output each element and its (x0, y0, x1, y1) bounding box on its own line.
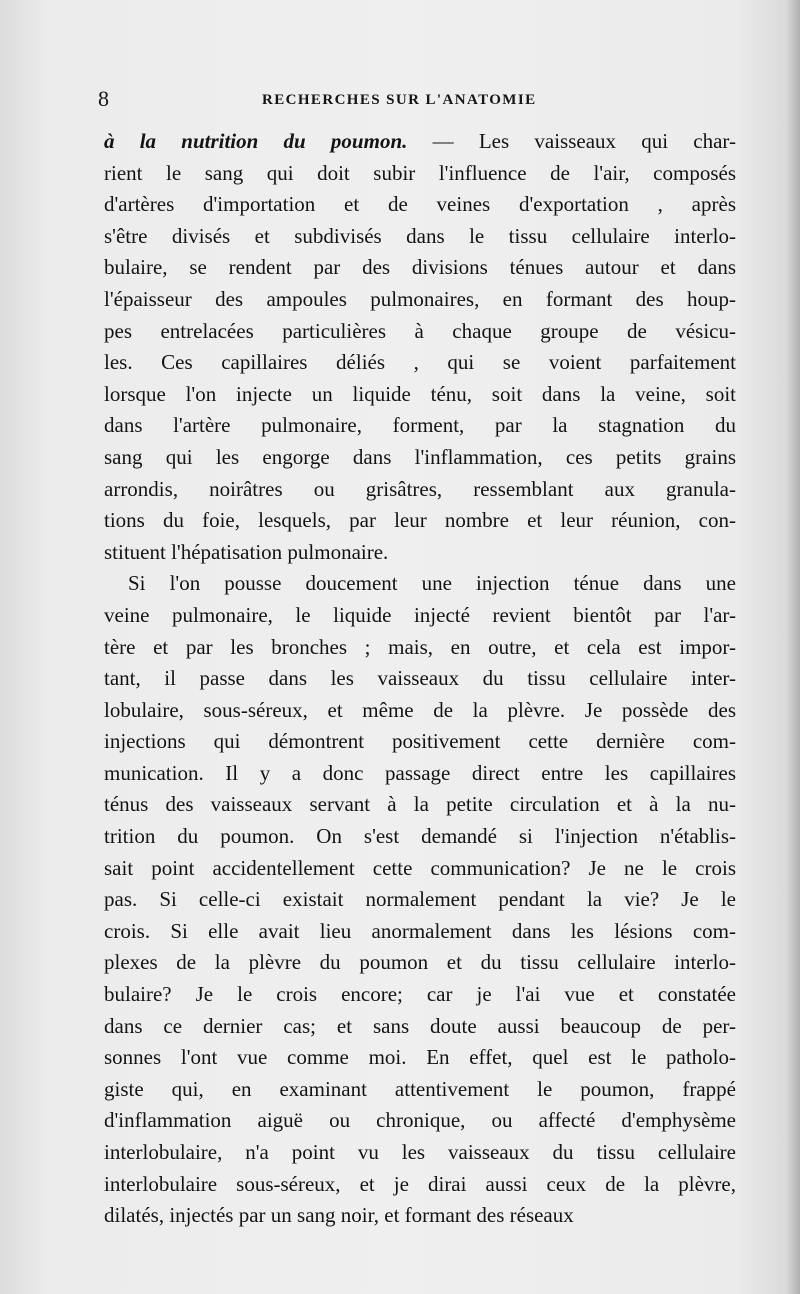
line-text: munication. Il y a donc passage direct entre les capillaires (104, 760, 736, 785)
line-text: s'être divisés et subdivisés dans le tissu cellulaire interlo- (104, 223, 736, 248)
italic-heading: à la nutrition du poumon. (104, 129, 408, 153)
line-text: crois. Si elle avait lieu anormalement dans les lésions com- (104, 918, 736, 943)
line-text: les. Ces capillaires déliés , qui se voient parfaitement (104, 350, 736, 375)
line-text: lobulaire, sous-séreux, et même de la plèvre. Je possède des (104, 697, 736, 722)
text-line (104, 537, 736, 569)
line-text: sang qui les engorge dans l'inflammation, ces petits grains (104, 444, 736, 469)
text-line (104, 252, 736, 284)
text-line (104, 695, 736, 727)
text-line (104, 726, 736, 758)
line-text: ténus des vaisseaux servant à la petite circulation et à la nu- (104, 792, 736, 817)
line-text: bulaire? Je le crois encore; car je l'ai vue et constatée (104, 982, 736, 1007)
text-line (104, 1169, 736, 1201)
line-text: interlobulaire sous-séreux, et je dirai aussi ceux de la plèvre, (104, 1171, 736, 1196)
line-text: sait point accidentellement cette communication? Je ne le crois (104, 855, 736, 880)
text-line (104, 916, 736, 948)
page-edge-shadow (786, 0, 800, 1294)
line-text: dans l'artère pulmonaire, forment, par la stagnation du (104, 413, 736, 438)
text-line (104, 568, 736, 600)
text-line (104, 505, 736, 537)
text-line (104, 758, 736, 790)
line-text: tant, il passe dans les vaisseaux du tissu cellulaire inter- (104, 666, 736, 691)
text-line (104, 126, 736, 158)
text-line (104, 316, 736, 348)
line-text: arrondis, noirâtres ou grisâtres, ressemblant aux granula- (104, 476, 736, 501)
text-line (104, 663, 736, 695)
text-line (104, 158, 736, 190)
text-line (104, 947, 736, 979)
line-text: Si l'on pousse doucement une injection ténue dans une (128, 571, 736, 596)
body-text (104, 126, 736, 1232)
line-text: rient le sang qui doit subir l'influence de l'air, composés (104, 160, 736, 185)
text-line (104, 632, 736, 664)
line-text: dilatés, injectés par un sang noir, et formant des réseaux (104, 1203, 574, 1228)
text-line (104, 821, 736, 853)
line-text: injections qui démontrent positivement cette dernière com- (104, 729, 736, 754)
line-text: interlobulaire, n'a point vu les vaisseaux du tissu cellulaire (104, 1140, 736, 1164)
line-text: d'artères d'importation et de veines d'exportation , après (104, 192, 736, 217)
running-title: RECHERCHES SUR L'ANATOMIE (262, 92, 537, 108)
text-line (104, 189, 736, 221)
line-text: plexes de la plèvre du poumon et du tissu cellulaire interlo- (104, 950, 736, 975)
text-line (104, 1042, 736, 1074)
text-line (104, 1105, 736, 1137)
text-line (104, 442, 736, 474)
text-line (104, 853, 736, 885)
text-line (104, 284, 736, 316)
line-text: pas. Si celle-ci existait normalement pendant la vie? Je le (104, 887, 736, 912)
line-text: giste qui, en examinant attentivement le poumon, frappé (104, 1076, 736, 1101)
text-line (104, 789, 736, 821)
text-line (104, 1200, 736, 1232)
line-text: pes entrelacées particulières à chaque groupe de vésicu- (104, 318, 736, 343)
text-line (104, 1074, 736, 1106)
line-text: d'inflammation aiguë ou chronique, ou affecté d'emphysème (104, 1108, 736, 1133)
line-text: bulaire, se rendent par des divisions ténues autour et dans (104, 255, 736, 280)
line-text: veine pulmonaire, le liquide injecté revient bientôt par l'ar- (104, 602, 736, 627)
line-text: tère et par les bronches ; mais, en outre, et cela est impor- (104, 634, 736, 659)
line-text: trition du poumon. On s'est demandé si l'injection n'établis- (104, 824, 736, 849)
text-line (104, 1137, 736, 1169)
line-text: lorsque l'on injecte un liquide ténu, soit dans la veine, soit (104, 381, 736, 406)
text-line (104, 379, 736, 411)
page-header (98, 86, 738, 116)
line-text: sonnes l'ont vue comme moi. En effet, quel est le patholo- (104, 1045, 736, 1070)
page-number: 8 (98, 86, 109, 111)
text-line (104, 884, 736, 916)
text-line (104, 221, 736, 253)
text-line (104, 600, 736, 632)
line-text: stituent l'hépatisation pulmonaire. (104, 539, 389, 564)
line-text: l'épaisseur des ampoules pulmonaires, en formant des houp- (104, 286, 736, 311)
text-line (104, 410, 736, 442)
line-text: dans ce dernier cas; et sans doute aussi beaucoup de per- (104, 1013, 736, 1038)
text-line (104, 347, 736, 379)
text-line (104, 979, 736, 1011)
line-text: tions du foie, lesquels, par leur nombre et leur réunion, con- (104, 508, 736, 533)
line-text: — Les vaisseaux qui char- (407, 129, 736, 153)
text-line (104, 1011, 736, 1043)
text-line (104, 474, 736, 506)
